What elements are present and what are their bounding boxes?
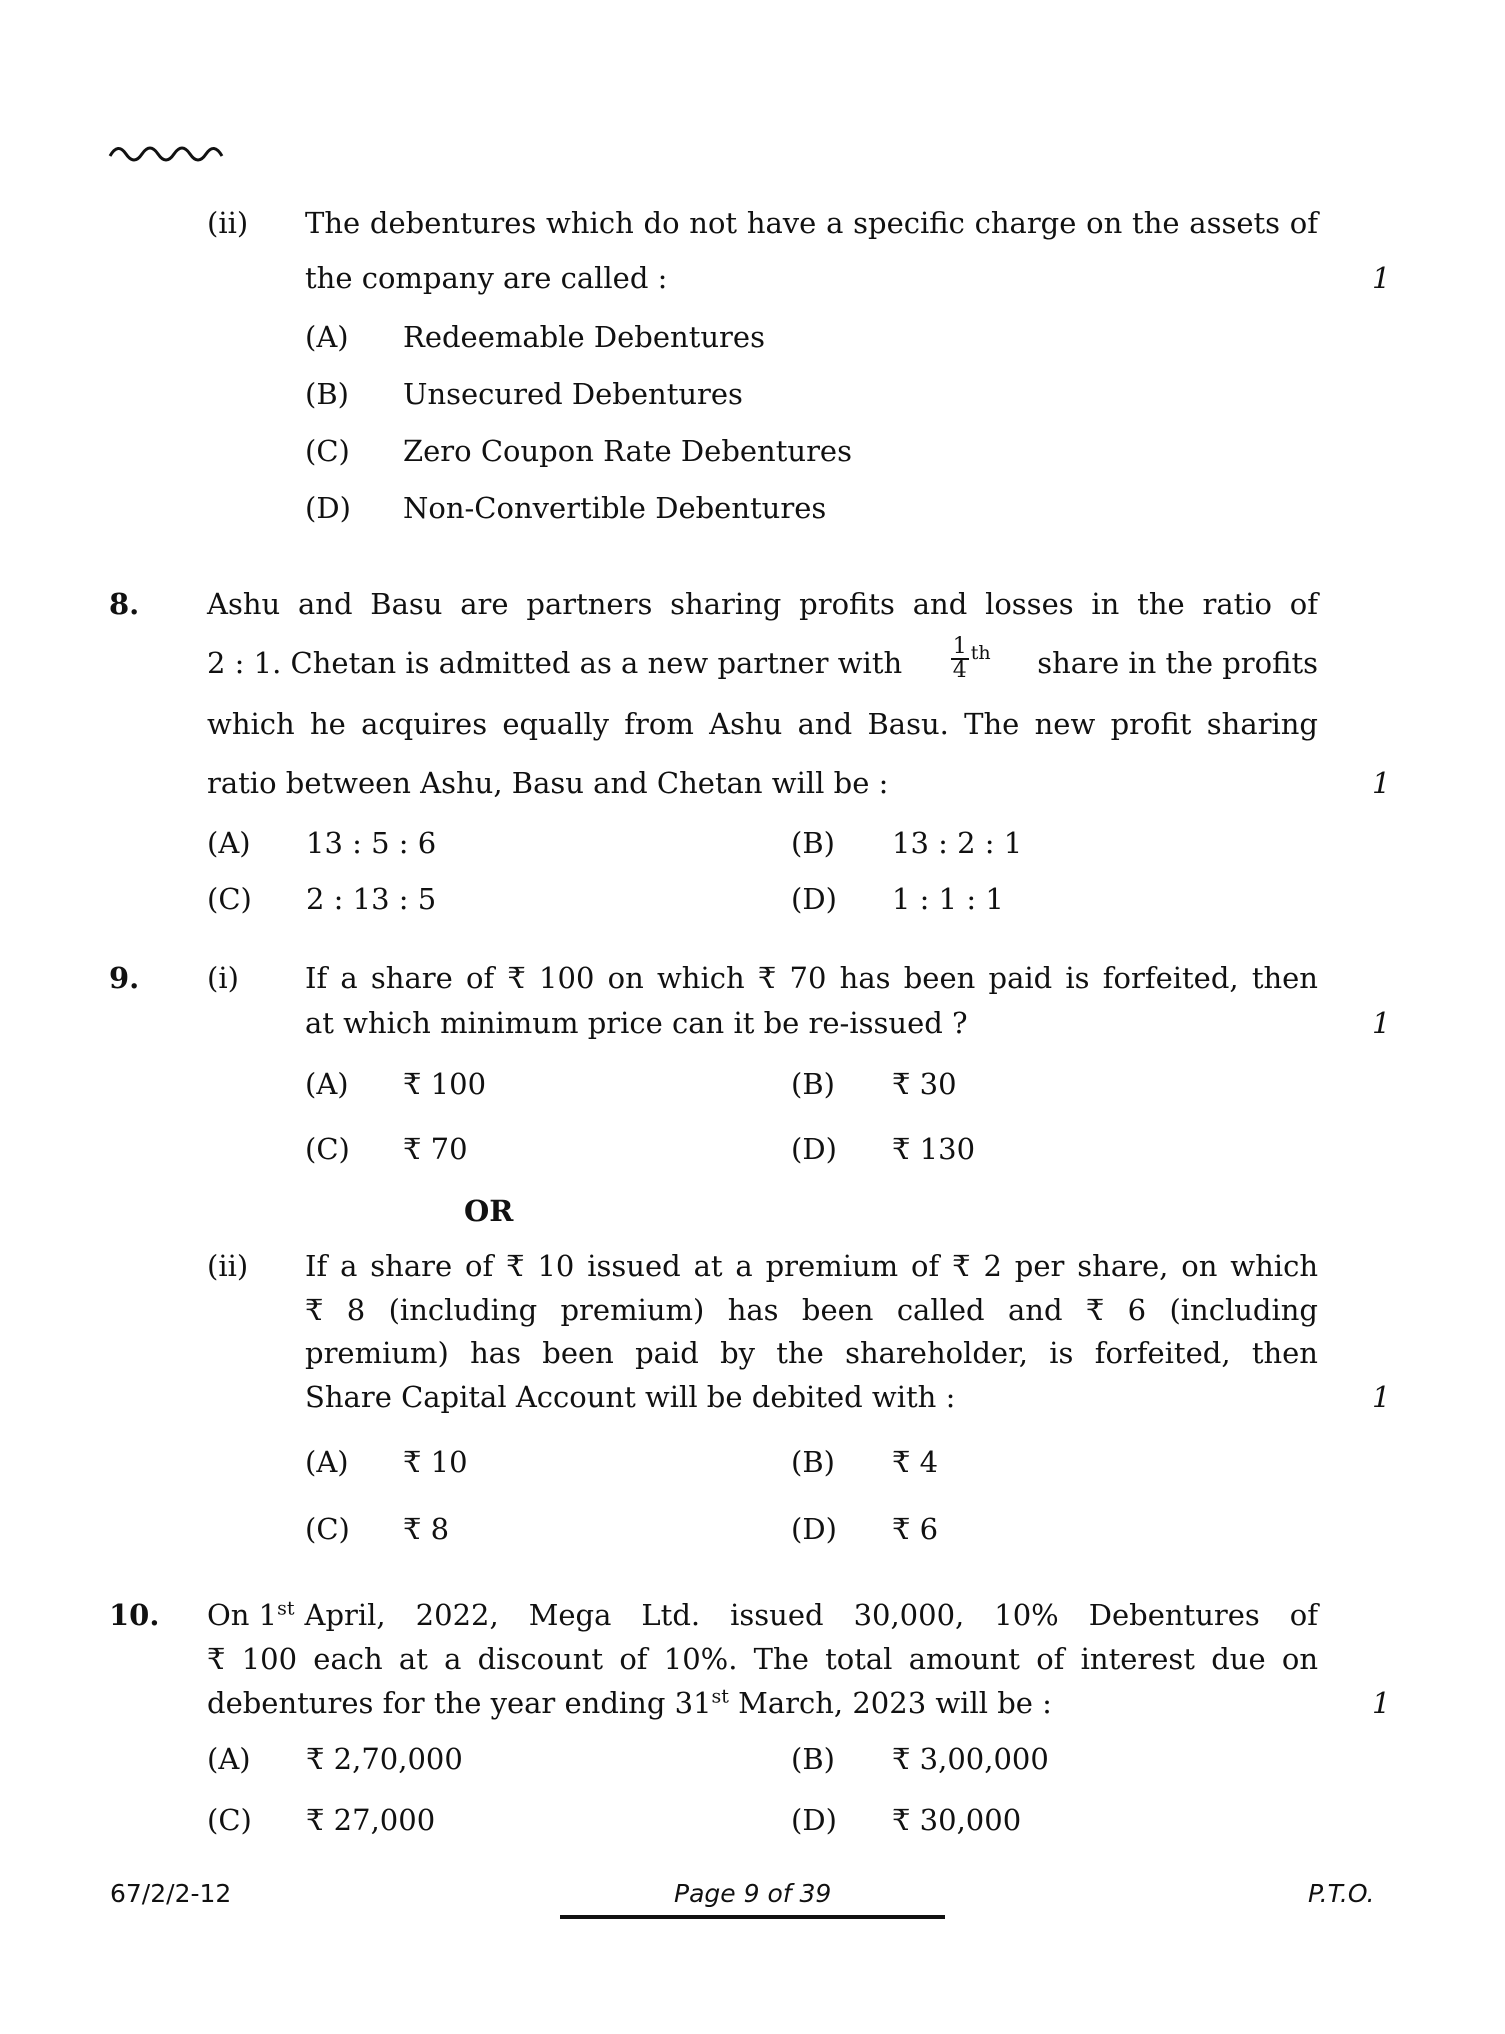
subpart-label: (ii) [207,1249,249,1283]
question-text: The debentures which do not have a specific charge on the assets of [305,206,1318,240]
option-label: (D) [791,1803,837,1837]
option-label: (D) [305,491,351,525]
page-number-underline [560,1915,945,1919]
page-number: Page 9 of 39 [674,1879,832,1908]
option-text: Redeemable Debentures [403,320,765,354]
question-text: share in the profits [1037,646,1318,680]
question-text: the company are called : [305,261,668,295]
question-number: 10. [109,1598,160,1632]
option-label: (B) [791,1742,835,1776]
option-label: (A) [305,320,349,354]
option-text: ₹ 4 [892,1445,939,1479]
option-label: (D) [791,1512,837,1546]
question-text: 2 : 1. Chetan is admitted as a new partner with [207,646,903,680]
question-number: 9. [109,961,140,995]
option-label: (B) [791,1067,835,1101]
subpart-label: (ii) [207,206,249,240]
option-text: Zero Coupon Rate Debentures [403,434,852,468]
question-text: ₹ 8 (including premium) has been called and ₹ 6 (including [305,1293,1318,1327]
question-text: ₹ 100 each at a discount of 10%. The total amount of interest due on [207,1642,1318,1676]
option-text: ₹ 70 [403,1132,468,1166]
option-label: (C) [207,882,252,916]
option-label: (C) [207,1803,252,1837]
question-text: If a share of ₹ 10 issued at a premium of ₹ 2 per share, on which [305,1249,1318,1283]
marks: 1 [1372,1686,1391,1720]
question-text-line [207,634,1318,686]
question-text: April, 2022, Mega Ltd. issued 30,000, 10% Debentures of [304,1598,1318,1632]
option-label: (A) [207,826,251,860]
option-text: ₹ 8 [403,1512,450,1546]
question-text: which he acquires equally from Ashu and Basu. The new profit sharing [207,707,1318,741]
option-text: 13 : 2 : 1 [892,826,1023,860]
option-text: ₹ 100 [403,1067,487,1101]
option-text: 1 : 1 : 1 [892,882,1004,916]
question-text: If a share of ₹ 100 on which ₹ 70 has been paid is forfeited, then [305,961,1318,995]
option-text: ₹ 27,000 [306,1803,436,1837]
option-label: (A) [305,1445,349,1479]
option-text: ₹ 30 [892,1067,957,1101]
option-text: ₹ 2,70,000 [306,1742,463,1776]
option-label: (D) [791,882,837,916]
paper-code: 67/2/2-12 [110,1879,232,1908]
marks: 1 [1372,1380,1391,1414]
option-text: Non-Convertible Debentures [403,491,827,525]
option-label: (C) [305,1132,350,1166]
option-label: (D) [791,1132,837,1166]
question-text: premium) has been paid by the shareholder, is forfeited, then [305,1336,1318,1370]
question-number: 8. [109,587,140,621]
option-text: ₹ 30,000 [892,1803,1022,1837]
wavy-line-icon [108,140,226,166]
or-separator: OR [464,1194,514,1228]
option-text: Unsecured Debentures [403,377,743,411]
fraction-one-fourth: $\frac{1}{4}$ [952,634,967,683]
option-text: 2 : 13 : 5 [306,882,437,916]
option-label: (A) [207,1742,251,1776]
marks: 1 [1372,766,1391,800]
fraction: $\frac{1}{4}$ $^{th}$ [952,634,991,683]
option-label: (C) [305,1512,350,1546]
subpart-label: (i) [207,961,239,995]
option-text: 13 : 5 : 6 [306,826,437,860]
question-text: Share Capital Account will be debited with : [305,1380,956,1414]
question-text: debentures for the year ending 31st March, 2023 will be : [207,1685,1052,1720]
option-text: ₹ 3,00,000 [892,1742,1049,1776]
question-text: at which minimum price can it be re-issued ? [305,1006,968,1040]
option-label: (C) [305,434,350,468]
question-text: Ashu and Basu are partners sharing profits and losses in the ratio of [207,587,1318,621]
option-label: (B) [791,826,835,860]
option-text: ₹ 10 [403,1445,468,1479]
option-label: (B) [305,377,349,411]
pto-label: P.T.O. [1308,1879,1375,1908]
question-text-line: On 1st April, 2022, Mega Ltd. issued 30,000, 10% Debentures of [207,1597,1318,1632]
option-label: (A) [305,1067,349,1101]
option-text: ₹ 130 [892,1132,976,1166]
question-text: ratio between Ashu, Basu and Chetan will be : [207,766,889,800]
option-text: ₹ 6 [892,1512,939,1546]
marks: 1 [1372,1006,1391,1040]
marks: 1 [1372,261,1391,295]
option-label: (B) [791,1445,835,1479]
